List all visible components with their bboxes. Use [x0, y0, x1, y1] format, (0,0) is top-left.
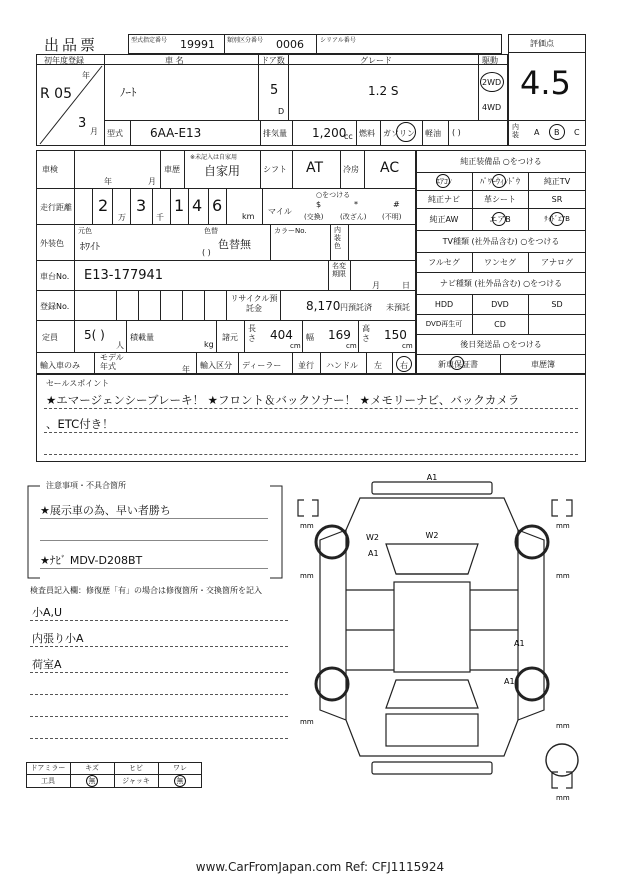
original-color: ﾎﾜｲﾄ — [80, 242, 100, 253]
doors-suffix: D — [278, 107, 285, 116]
shaken-year-unit: 年 — [104, 177, 112, 186]
interior-grade-c: C — [574, 128, 580, 137]
steering-right-circle — [396, 356, 412, 372]
history-label: 車歴 — [164, 165, 180, 174]
exterior-color-label: 外装色 — [40, 239, 64, 248]
equip-aircon: ｴｱｺﾝ — [436, 176, 452, 186]
equip-side-airbag-circle — [550, 212, 564, 226]
footer-watermark: www.CarFromJapan.com Ref: CFJ1115924 — [195, 860, 445, 874]
load-capacity-label: 積載量 — [130, 333, 154, 342]
fuel-label: 燃料 — [359, 129, 375, 138]
notes-label: 注意事項・不具合箇所 — [46, 481, 126, 490]
height: 150 — [384, 328, 407, 342]
damage-mark-left-front-w2: W2 — [366, 533, 379, 542]
equip-power-window-circle — [492, 174, 506, 188]
notes-line-2: ★ﾅﾋﾞ MDV-D208BT — [40, 554, 143, 567]
later-record-book: 車歴簿 — [531, 359, 555, 369]
history: 自家用 — [204, 164, 241, 178]
model-label: 型式 — [107, 129, 123, 138]
score-value: 4.5 — [520, 64, 571, 102]
light-oil-label: 軽油 — [425, 129, 441, 138]
fuel-gasoline: ガソリン — [383, 129, 415, 138]
aircon-label: 冷房 — [343, 165, 359, 174]
first-registration-month-unit: 月 — [90, 127, 98, 136]
equip-genuine-tv: 純正TV — [543, 176, 571, 186]
inspector-line-3: 荷室A — [32, 658, 62, 671]
mileage-swap-label: (交換) — [304, 213, 324, 221]
equipment-title: 純正装備品 ○をつける — [460, 156, 542, 166]
steering-right: 右 — [400, 361, 408, 370]
mileage-unknown-label: (不明) — [382, 213, 402, 221]
length: 404 — [270, 328, 293, 342]
tool-mark: 無 — [88, 777, 96, 785]
damage-mark-right-rear-door: A1 — [514, 639, 525, 648]
inspector-line-2: 内張り小A — [32, 632, 84, 645]
grade: 1.2 S — [368, 84, 399, 98]
mileage-digit-1: 2 — [98, 196, 109, 215]
sales-point-line-1: ★エマージェンシーブレーキ！ ★フロント＆バックソナー！ ★メモリーナビ、バックカメラ — [46, 393, 520, 407]
check-crack: ヒビ — [129, 764, 143, 772]
sales-point-line-2: 、ETC付き！ — [46, 417, 114, 431]
interior-grade-b-circle — [549, 124, 565, 140]
equip-airbag: エアB — [489, 214, 511, 224]
mile-label: マイル — [268, 207, 292, 216]
tv-fullseg: フルセグ — [428, 257, 460, 267]
load-capacity-unit: kg — [204, 340, 214, 349]
mm-label-spare-tire: mm — [556, 794, 570, 802]
class-number: 0006 — [276, 38, 304, 51]
type-number: 19991 — [180, 38, 215, 51]
check-door-mirror: ドアミラー — [30, 764, 66, 772]
mm-label-right-rear-wheel: mm — [556, 722, 570, 730]
shaken-label: 車検 — [42, 165, 58, 174]
jack-mark-circle — [174, 775, 186, 787]
equip-side-airbag: ｻｲﾄﾞｴｱB — [544, 215, 570, 223]
height-unit: cm — [402, 342, 413, 350]
drive-2wd: 2WD — [482, 78, 502, 87]
capacity: 5( ) — [84, 328, 105, 342]
doors: 5 — [270, 83, 279, 98]
import-parallel: 並行 — [298, 361, 314, 370]
drive-2wd-circle — [480, 72, 504, 92]
navi-dvd-playback: DVD再生可 — [425, 320, 463, 328]
model-year-unit: 年 — [182, 365, 190, 374]
interior-grade-label: 内装 — [512, 123, 519, 139]
recycle-deposit-label: リサイクル預託金 — [230, 294, 278, 313]
interior-color-label: 内装色 — [334, 226, 341, 250]
sales-point-box — [36, 374, 586, 462]
damage-mark-left-front-a1: A1 — [368, 549, 379, 558]
equip-genuine-navi: 純正ナビ — [428, 194, 460, 204]
recycle-deposit: 8,170 — [306, 299, 341, 313]
height-label: 高さ — [362, 324, 370, 343]
drive-4wd: 4WD — [482, 103, 502, 112]
mm-label-left-front-wheel: mm — [300, 572, 314, 580]
score-label: 評価点 — [530, 39, 554, 48]
mileage-sen-unit: 千 — [156, 213, 164, 222]
equip-sunroof: SR — [551, 194, 563, 204]
navi-dvd: DVD — [491, 299, 509, 309]
drive-label: 駆動 — [482, 56, 498, 65]
title-change-month-unit: 月 — [372, 281, 380, 290]
displacement: 1,200 — [312, 126, 347, 140]
color-change: 色替無 — [218, 238, 251, 251]
mileage-unknown-mark: # — [393, 200, 400, 209]
interior-grade-b: B — [554, 128, 560, 137]
title-change-label: 名変期限 — [332, 262, 346, 278]
chassis-number: E13-177941 — [84, 268, 164, 283]
jack-label: ジャッキ — [122, 777, 150, 785]
later-warranty: 新車保証書 — [438, 359, 478, 369]
mileage-tamper-label: (改ざん) — [340, 213, 367, 221]
equip-power-window: ﾊﾟﾜｰｳｨﾝﾄﾞｳ — [480, 176, 520, 186]
recycle-unpaid: 未預託 — [386, 303, 410, 312]
import-dealer: ディーラー — [242, 361, 282, 370]
mm-label-left-mirror: mm — [300, 522, 314, 530]
length-unit: cm — [290, 342, 301, 350]
displacement-unit: cc — [344, 132, 353, 141]
capacity-unit: 人 — [116, 341, 124, 350]
chassis-number-label: 車台No. — [40, 272, 70, 281]
equip-aircon-circle — [436, 174, 450, 188]
mm-label-right-front-wheel: mm — [556, 572, 570, 580]
inspector-line-1: 小A,U — [32, 606, 63, 619]
mileage-digit-2: 3 — [136, 196, 147, 215]
navi-sd: SD — [551, 299, 563, 309]
first-registration-month: 3 — [78, 116, 87, 131]
mileage-digit-4: 4 — [192, 196, 203, 215]
mileage-tamper-mark: * — [354, 200, 358, 209]
recycle-paid: 円預託済 — [340, 303, 372, 312]
page-title: 出品票 — [44, 36, 99, 54]
navi-cd: CD — [494, 319, 506, 329]
tool-mark-circle — [86, 775, 98, 787]
width: 169 — [328, 328, 351, 342]
later-shipment-title: 後日発送品 ○をつける — [460, 339, 542, 349]
serial-number-label: シリアル番号 — [320, 37, 356, 44]
fuel-gasoline-circle — [396, 122, 416, 142]
sales-point-label: セールスポイント — [46, 379, 110, 388]
grade-label: グレード — [360, 56, 392, 65]
steering-label: ハンドル — [326, 361, 358, 370]
original-color-label: 元色 — [78, 227, 92, 235]
shift-label: シフト — [263, 165, 287, 174]
title-change-day-unit: 日 — [402, 281, 410, 290]
width-label: 幅 — [306, 333, 314, 342]
tv-analog: アナログ — [541, 257, 573, 267]
mileage-swap-mark: $ — [316, 200, 322, 209]
color-change-label: 色替 — [204, 227, 218, 235]
mm-label-right-mirror: mm — [556, 522, 570, 530]
car-damage-diagram — [290, 470, 590, 810]
tv-oneseg: ワンセグ — [484, 257, 516, 267]
import-type-label: 輸入区分 — [200, 361, 232, 370]
model-code: 6AA-E13 — [150, 126, 202, 140]
doors-label: ドア数 — [261, 56, 285, 65]
navi-type-title: ナビ種類 (社外品含む) ○をつける — [439, 278, 563, 288]
mileage-digit-5: 6 — [212, 196, 223, 215]
tool-label: 工具 — [41, 777, 55, 785]
steering-left: 左 — [374, 361, 382, 370]
later-warranty-circle — [450, 356, 464, 370]
equip-leather-seat: 革シート — [484, 194, 516, 204]
check-break: ワレ — [173, 764, 187, 772]
color-number-label: カラーNo. — [274, 227, 307, 235]
mm-label-left-rear-wheel: mm — [300, 718, 314, 726]
light-oil-field: ( ) — [452, 128, 461, 137]
mileage-km-unit: km — [242, 212, 255, 221]
equip-alloy-wheel: 純正AW — [429, 214, 459, 224]
color-change-paren: ( ) — [202, 248, 211, 257]
check-scratch: キズ — [85, 764, 99, 772]
mileage-man-unit: 万 — [118, 213, 126, 222]
damage-mark-windshield-w2: W2 — [425, 531, 439, 540]
car-name-label: 車 名 — [165, 56, 184, 65]
registration-number-label: 登録No. — [40, 302, 70, 311]
navi-hdd: HDD — [434, 299, 454, 309]
shaken-month-unit: 月 — [148, 177, 156, 186]
damage-mark-front-bumper: A1 — [426, 473, 438, 482]
mileage-circle-note: ○をつける — [316, 191, 351, 199]
type-number-label: 型式指定番号 — [131, 37, 168, 44]
shift: AT — [306, 160, 324, 176]
damage-mark-right-rear-wheel: A1 — [504, 677, 515, 686]
length-label: 長さ — [248, 324, 256, 343]
car-name: ﾉｰﾄ — [120, 86, 137, 99]
equip-airbag-circle — [492, 212, 506, 226]
mileage-digit-3: 1 — [174, 196, 185, 215]
displacement-label: 排気量 — [263, 129, 287, 138]
first-registration-year-unit: 年 — [82, 71, 90, 80]
inspector-label: 検査員記入欄：修復歴「有」の場合は修復箇所・交換箇所を記入 — [30, 586, 262, 595]
class-number-label: 類別区分番号 — [227, 37, 264, 44]
first-registration-year: R 05 — [40, 86, 72, 102]
mileage-label: 走行距離 — [40, 203, 72, 212]
dimensions-label: 諸元 — [222, 333, 238, 342]
width-unit: cm — [346, 342, 357, 350]
import-only-label: 輸入車のみ — [40, 361, 80, 370]
history-note: ※未記入は自家用 — [190, 154, 238, 161]
first-registration-label: 初年度登録 — [44, 56, 84, 65]
tv-type-title: TV種類 (社外品含む) ○をつける — [442, 236, 560, 246]
notes-line-1: ★展示車の為、早い者勝ち — [40, 504, 171, 517]
capacity-label: 定員 — [42, 333, 58, 342]
jack-mark: 無 — [176, 777, 184, 785]
interior-grade-a: A — [534, 128, 540, 137]
aircon: AC — [380, 160, 400, 176]
model-year-label: モデル年式 — [100, 353, 124, 371]
